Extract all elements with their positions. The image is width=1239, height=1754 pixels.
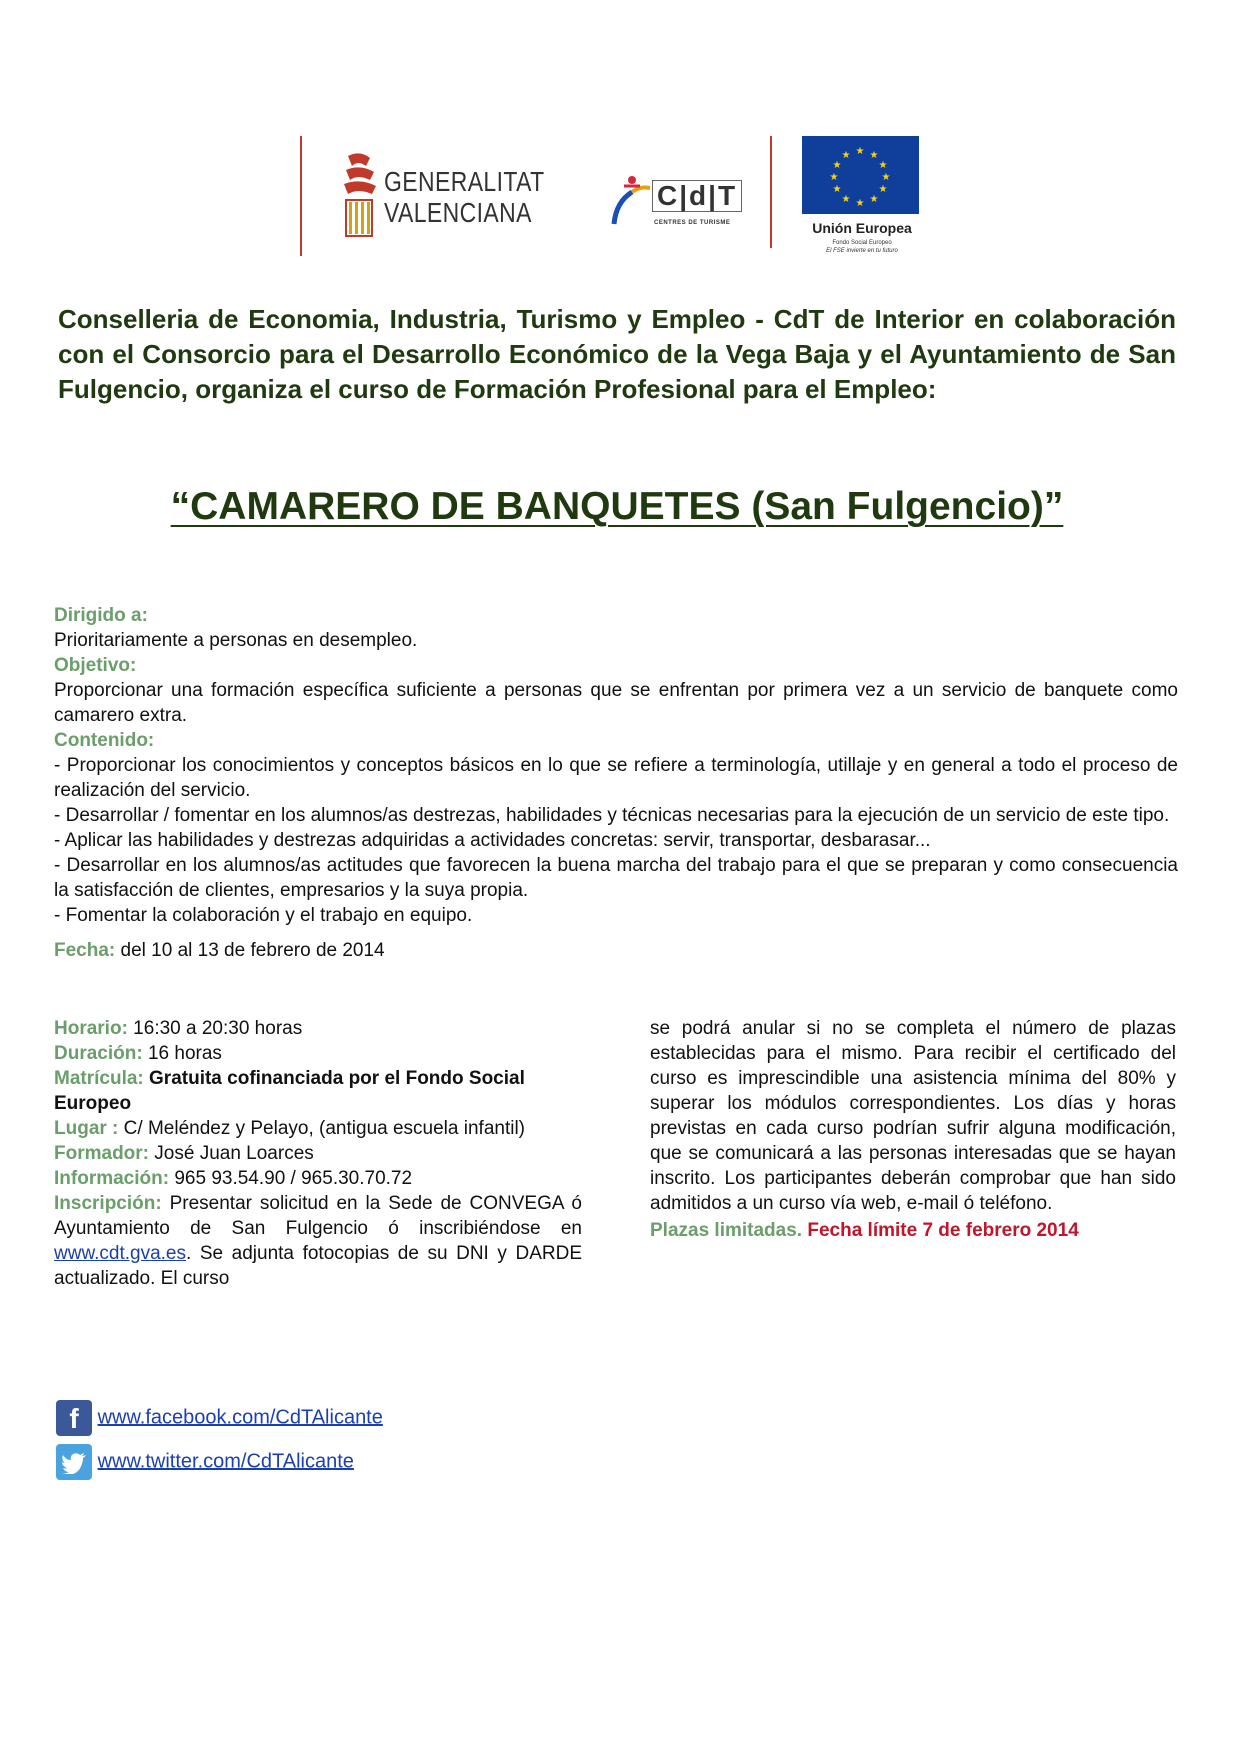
objetivo-label: Objetivo: <box>54 655 137 676</box>
contenido-item: - Desarrollar en los alumnos/as actitudes que favorecen la buena marcha del trabajo para el que se preparan y como consecuencia la satisfacción de clientes, empresarios y la suya propia. <box>54 855 1178 901</box>
generalitat-line1: GENERALITAT <box>384 166 545 197</box>
details-left-column <box>54 1016 582 1291</box>
lugar-text: C/ Meléndez y Pelayo, (antigua escuela infantil) <box>118 1118 525 1139</box>
matricula-row <box>54 1066 582 1116</box>
deadline-text: Fecha límite 7 de febrero 2014 <box>807 1220 1079 1241</box>
contenido-item: - Desarrollar / fomentar en los alumnos/as destrezas, habilidades y técnicas necesarias para la ejecución de un servicio de este tipo. <box>54 805 1170 826</box>
twitter-row <box>56 1444 383 1480</box>
objetivo-text: Proporcionar una formación específica suficiente a personas que se enfrentan por primera vez a un servicio de banquete como camarero extra. <box>54 680 1178 726</box>
horario-row <box>54 1016 582 1041</box>
intro-paragraph: Conselleria de Economia, Industria, Turismo y Empleo - CdT de Interior en colaboración con el Consorcio para el Desarrollo Económico de la Vega Baja y el Ayuntamiento de San Fulgencio, organiza el curso de Formación Profesional para el Empleo: <box>58 304 1176 404</box>
matricula-text: Gratuita cofinanciada por el Fondo Social Europeo <box>54 1068 525 1114</box>
generalitat-wordmark <box>384 166 545 228</box>
horario-label: Horario: <box>54 1018 128 1039</box>
plazas-row <box>650 1218 1176 1243</box>
svg-text:★: ★ <box>869 150 879 161</box>
svg-text:★: ★ <box>841 150 851 161</box>
svg-text:★: ★ <box>855 146 865 157</box>
svg-text:★: ★ <box>869 194 879 205</box>
details-right-column <box>650 1016 1176 1243</box>
fecha-text: del 10 al 13 de febrero de 2014 <box>115 940 385 961</box>
inscripcion-continuation: se podrá anular si no se completa el número de plazas establecidas para el mismo. Para recibir el certificado del curso es imprescindible una asistencia mínima del 80% y superar los módulos correspondientes. Los días y horas previstas en cada curso podrían sufrir alguna modificación, que se comunicará a las personas interesadas que se hayan inscrito. Los participantes deberán comprobar que han sido admitidos a un curso vía web, e-mail ó teléfono. <box>650 1018 1176 1214</box>
fecha-label: Fecha: <box>54 940 116 961</box>
matricula-label: Matrícula: <box>54 1068 144 1089</box>
cdt-wordmark: C|d|T <box>652 180 742 212</box>
contenido-item: - Proporcionar los conocimientos y conceptos básicos en lo que se refiere a terminología, utillaje y en general a todo el proceso de realización del servicio. <box>54 755 1178 801</box>
eu-sub1: Fondo Social Europeo <box>832 240 892 246</box>
cdt-emblem-icon <box>610 172 654 228</box>
svg-text:★: ★ <box>881 172 891 183</box>
inscripcion-text: Presentar solicitud en la Sede de CONVEGA ó Ayuntamiento de San Fulgencio ó inscribiéndose en <box>54 1193 582 1239</box>
eu-sub2: El FSE invierte en tu futuro <box>826 248 898 254</box>
lugar-label: Lugar : <box>54 1118 119 1139</box>
eu-flag-icon <box>802 136 919 214</box>
formador-text: José Juan Loarces <box>149 1143 314 1164</box>
svg-text:★: ★ <box>829 172 839 183</box>
informacion-row <box>54 1166 582 1191</box>
facebook-link[interactable]: www.facebook.com/CdTAlicante <box>97 1406 383 1429</box>
svg-text:★: ★ <box>855 198 865 209</box>
generalitat-emblem-icon <box>340 150 380 242</box>
svg-text:★: ★ <box>832 160 842 171</box>
cdt-subtitle: CENTRES DE TURISME <box>654 220 731 226</box>
horario-text: 16:30 a 20:30 horas <box>127 1018 303 1039</box>
eu-logo <box>802 136 932 266</box>
duracion-label: Duración: <box>54 1043 143 1064</box>
social-links <box>56 1400 383 1488</box>
informacion-text: 965 93.54.90 / 965.30.70.72 <box>169 1168 413 1189</box>
eu-subtext <box>802 239 922 255</box>
svg-text:★: ★ <box>832 184 842 195</box>
contenido-label: Contenido: <box>54 730 155 751</box>
svg-text:★: ★ <box>841 194 851 205</box>
duracion-text: 16 horas <box>142 1043 222 1064</box>
twitter-icon[interactable] <box>56 1444 92 1480</box>
formador-label: Formador: <box>54 1143 149 1164</box>
inscripcion-row <box>54 1191 582 1291</box>
generalitat-logo <box>340 150 545 242</box>
lugar-row <box>54 1116 582 1141</box>
contenido-item: - Fomentar la colaboración y el trabajo en equipo. <box>54 905 473 926</box>
divider <box>770 136 772 248</box>
contenido-item: - Aplicar las habilidades y destrezas adquiridas a actividades concretas: servir, transportar, desbarasar... <box>54 830 931 851</box>
facebook-icon[interactable]: f <box>56 1400 92 1436</box>
svg-text:★: ★ <box>878 160 888 171</box>
generalitat-line2: VALENCIANA <box>384 197 532 228</box>
course-title-text: “CAMARERO DE BANQUETES (San Fulgencio)” <box>170 485 1064 528</box>
informacion-label: Información: <box>54 1168 170 1189</box>
dirigido-text: Prioritariamente a personas en desempleo. <box>54 630 418 651</box>
header-logos <box>0 136 1239 266</box>
cdt-logo <box>610 172 750 232</box>
cdt-website-link[interactable]: www.cdt.gva.es <box>54 1243 186 1264</box>
divider <box>300 136 302 256</box>
plazas-label: Plazas limitadas. <box>650 1220 803 1241</box>
twitter-link[interactable]: www.twitter.com/CdTAlicante <box>97 1450 354 1473</box>
fecha-row <box>54 938 1178 963</box>
course-title <box>58 485 1176 529</box>
facebook-row <box>56 1400 383 1436</box>
duracion-row <box>54 1041 582 1066</box>
svg-text:★: ★ <box>878 184 888 195</box>
dirigido-label: Dirigido a: <box>54 605 148 626</box>
inscripcion-text-after: . Se adjunta fotocopias de su DNI y DARDE actualizado. El curso <box>54 1243 582 1289</box>
eu-label: Unión Europea <box>812 220 912 236</box>
formador-row <box>54 1141 582 1166</box>
inscripcion-label: Inscripción: <box>54 1193 162 1214</box>
course-description <box>54 603 1178 963</box>
